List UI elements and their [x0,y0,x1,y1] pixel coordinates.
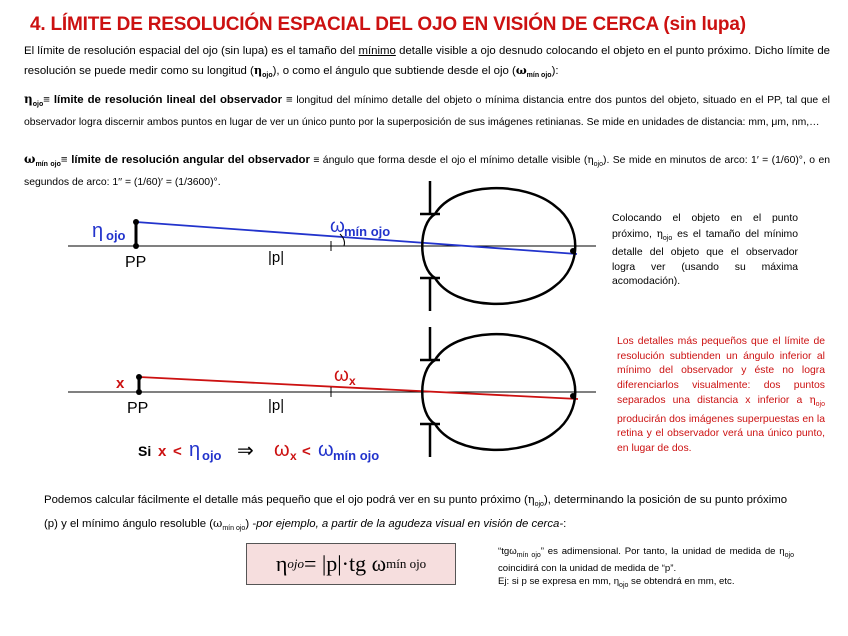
omega-x-label: ω [334,365,349,386]
inequality-omega-x-sub: x [290,449,297,463]
formula-omega-sub: mín ojo [386,556,427,571]
formula-note-text-2: ” es adimensional. Por tanto, la unidad de medida de η [540,546,785,557]
side-note-1 [612,212,798,290]
omega-label: ω [330,216,345,237]
inequality-x: x [158,443,167,460]
diagram-1 [68,181,596,311]
definition-angular-text-2: ). Se mide en minutos de arco: 1′ = (1/60)°, o en segundos de arco: 1′′ = (1/60)′ = (1/3600)°. [24,155,831,188]
bottom-text-4: : [563,518,567,530]
inequality-lt-2: < [302,443,311,460]
omega-symbol: ω [24,152,36,166]
formula-note-sub-2: ojo [784,552,794,559]
eta-symbol: η [527,492,535,506]
intro-text-2: detalle visible a ojo desnudo colocando el objeto en el punto próximo. Dicho límite de resolución se puede medir como su longitud ( [24,45,831,77]
eta-sub: ojo [262,72,273,79]
eta-label-sub: ojo [106,228,126,243]
inequality-omega-x: ω [274,439,290,461]
bottom-text-1: Podemos calcular fácilmente el detalle más pequeño que el ojo podrá ver en su punto próximo ( [44,494,528,506]
inequality-omega-min-sub: mín ojo [333,448,380,463]
formula-note-text-1: “tgω [498,546,517,557]
bottom-text-italic: -por ejemplo, a partir de la agudeza visual en visión de cerca- [252,518,564,530]
inequality-si: Si [138,443,152,459]
p-label: |p| [268,397,285,414]
intro-paragraph [24,42,830,85]
red-ray [139,377,578,399]
definition-linear [24,90,830,132]
formula-body: = |p|·tg ω [303,551,387,576]
eta-symbol: η [809,394,816,406]
pp-label: PP [125,254,147,271]
eye-diagrams [0,176,600,476]
formula-note-text-3: coincidirá con la unidad de medida de “p”. [498,563,677,574]
object-top-point [136,374,142,380]
eta-sub: ojo [593,161,603,168]
pp-point [136,389,142,395]
page-title: 4. LÍMITE DE RESOLUCIÓN ESPACIAL DEL OJO EN VISIÓN DE CERCA (sin lupa) [30,14,746,35]
intro-underlined: mínimo [358,45,396,57]
eta-sub: ojo [32,101,44,108]
definition-angular-term: ≡ límite de resolución angular del observador [60,154,310,166]
omega-symbol: ω [515,63,527,77]
inequality [138,439,379,463]
x-label: x [116,375,125,392]
implies-arrow: ⇒ [237,440,254,462]
bottom-text-2: ), determinando la posición de su punto próximo (p) y el mínimo ángulo resoluble ( [44,494,788,530]
bottom-paragraph [44,490,804,538]
side-note-2 [617,335,825,456]
inequality-eta-sub: ojo [202,448,222,463]
p-label: |p| [268,249,285,266]
eta-symbol: η [24,92,33,106]
definition-linear-text: longitud del mínimo detalle del objeto o mínima distancia entre dos puntos del objeto, situado en el PP, tal que el observador logra discernir ambos puntos en lugar de ver un único punto por la superposición de sus imágenes retinianas. Se mide en unidades de distancia: mm, μm, nm,… [24,95,830,128]
formula-note [498,545,794,592]
intro-text-4: ): [551,65,559,77]
side-note-1-text-1: Colocando el objeto en el punto próximo, [612,213,798,240]
pp-label: PP [127,400,149,417]
bottom-text-3: ) [245,518,253,530]
intro-text-1: El límite de resolución espacial del ojo (sin lupa) es el tamaño del [24,45,359,57]
omega-label-sub: mín ojo [344,224,391,239]
omega-x-label-sub: x [349,374,356,388]
inequality-lt-1: < [173,443,182,460]
omega-sub: mín ojo [526,72,552,79]
eta-label: η [92,220,104,242]
omega-symbol: ω [213,516,223,530]
omega-sub: mín ojo [222,525,246,532]
eta-symbol: η [253,63,263,77]
formula-note-text-4: Ej: si p se expresa en mm, η [498,576,620,587]
side-note-2-text-2: producirán dos imágenes superpuestas en la retina y el observador verá una único punto, en lugar de dos. [617,413,825,454]
eta-symbol: η [587,154,594,166]
formula-note-sub-1: mín ojo [516,552,541,559]
formula-note-sub-3: ojo [619,582,629,589]
omega-sub: mín ojo [35,161,61,168]
side-note-1-text-2: es el tamaño del mínimo detalle del objeto que el observador logra ver (usando su máxima acomodación). [612,228,798,287]
intro-text-3: ), o como el ángulo que subtiende desde el ojo ( [272,65,516,77]
inequality-omega-min: ω [318,439,334,461]
side-note-2-text-1: Los detalles más pequeños que el límite de resolución subtienden un ángulo inferior al mínimo del observador y éste no logra diferenciarlos visualmente: dos puntos separados una distancia x inferior a [617,336,825,406]
eta-symbol: η [656,227,663,240]
definition-angular-text-1: ≡ ángulo que forma desde el ojo el mínimo detalle visible ( [309,155,588,166]
formula-eta-sub: ojo [287,556,304,571]
pp-point [133,243,139,249]
eta-sub: ojo [662,234,673,242]
definition-linear-term: ≡ límite de resolución lineal del observador ≡ [43,94,293,106]
formula-eta: η [275,551,288,576]
diagram-2 [68,327,596,457]
eta-sub: ojo [815,401,825,408]
formula-box [246,543,456,585]
formula-note-text-5: se obtendrá en mm, etc. [628,576,735,587]
eta-sub: ojo [534,501,544,508]
object-top-point [133,219,139,225]
inequality-eta: η [189,439,201,461]
